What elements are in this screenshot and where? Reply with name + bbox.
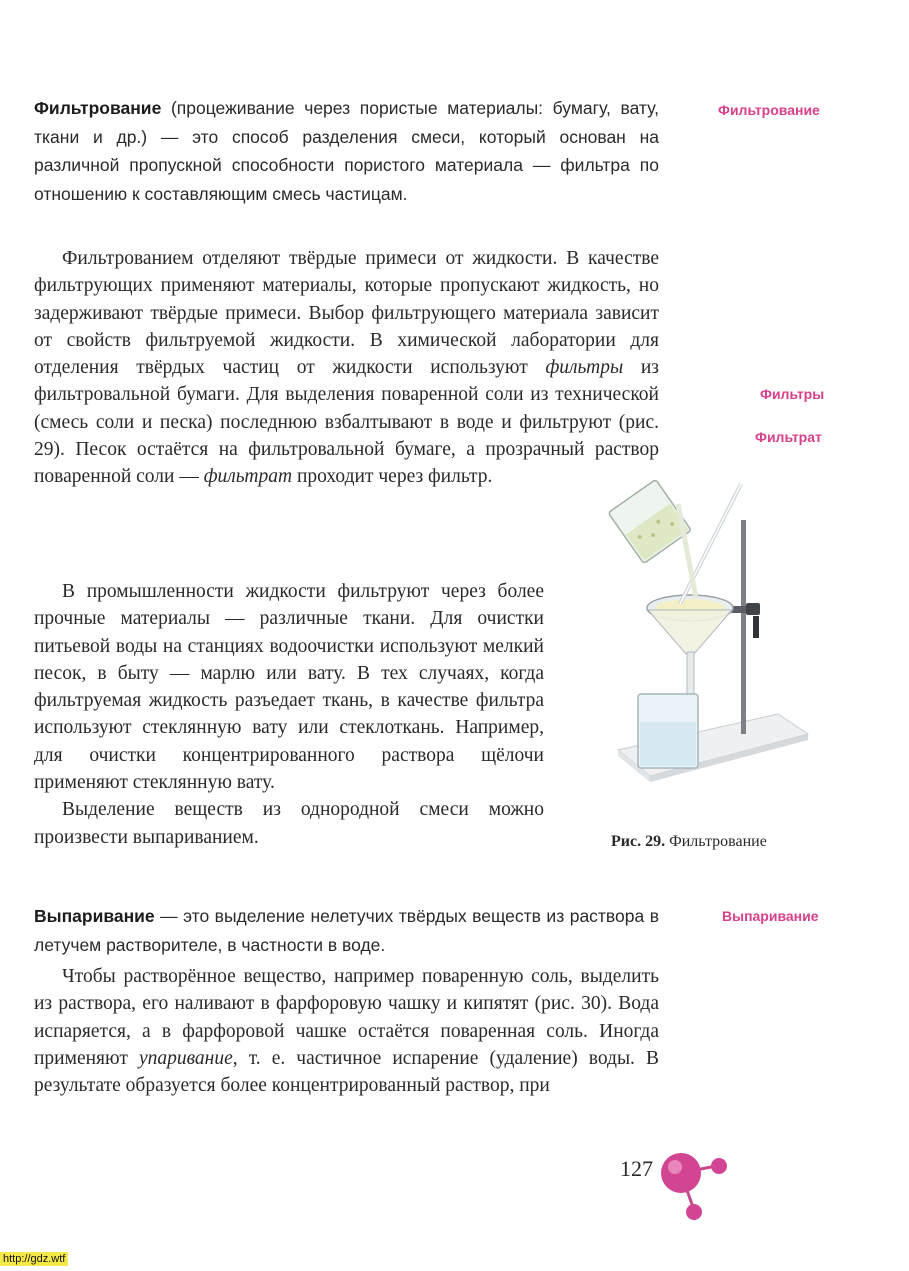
paragraph-1-text-c: проходит через фильтр. (296, 466, 493, 488)
figure-label: Рис. 29. (611, 833, 666, 850)
molecule-decoration-icon (656, 1148, 731, 1224)
margin-term-filtration: Фильтрование (718, 102, 820, 118)
paragraph-2: В промышленности жидкости фильтруют через более прочные материалы — различные ткани. Для очистки питьевой воды на станциях водоочистки используют мелкий песок, в быту — марлю или вату. В тех случаях, когда фильтруемая жидкость разъедает ткань, в качестве фильтра используют стеклянную вату или стеклоткань. Например, для очистки концентрированного раствора щёлочи применяют стеклянную вату. (34, 581, 544, 794)
filtration-apparatus-illustration (608, 476, 823, 802)
term-boiling-down-italic: упаривание (138, 1047, 233, 1069)
source-link[interactable]: http://gdz.wtf (0, 1252, 68, 1266)
paragraph-3: Выделение веществ из однородной смеси можно произвести выпариванием. (34, 799, 544, 848)
paragraph-1-text-b: из фильтровальной бумаги. Для выделения поваренной соли из технической (смесь соли и песка) последнюю взбалтывают в воде и фильтруют (рис. 29). Песок остаётся на фильтровальной бумаге, а прозрачный раствор поваренной соли — (34, 357, 660, 488)
term-evaporation: Выпаривание (34, 906, 155, 926)
paragraph-filtration-wide (34, 245, 659, 491)
margin-term-filters: Фильтры (760, 386, 825, 402)
definition-evaporation (34, 902, 659, 959)
figure-caption-text: Фильтрование (669, 833, 767, 850)
margin-term-evaporation: Выпаривание (722, 908, 819, 924)
definition-filtration-text: (процеживание через пористые материалы: бумагу, вату, ткани и др.) — это способ разделения смеси, который основан на различной пропускной способности пористого материала — фильтра по отношению к составляющим смесь частицам. (34, 98, 659, 204)
margin-term-filtrate: Фильтрат (755, 429, 822, 445)
term-filtrate-italic: фильтрат (203, 466, 293, 488)
term-filters-italic: фильтры (545, 357, 624, 379)
definition-evaporation-text: — это выделение нелетучих твёрдых веществ из раствора в летучем растворителе, в частности в воде. (34, 906, 660, 955)
figure-caption (611, 833, 767, 851)
paragraph-1 (34, 245, 659, 491)
paragraph-1-text-a: Фильтрованием отделяют твёрдые примеси от жидкости. В качестве фильтрующих применяют материалы, которые пропускают жидкость, но задерживают твёрдые примеси. Выбор фильтрующего материала зависит от свойств фильтруемой жидкости. В химической лаборатории для отделения твёрдых частиц от жидкости используют (34, 248, 659, 379)
paragraph-4 (34, 963, 659, 1099)
term-filtration: Фильтрование (34, 98, 162, 118)
paragraph-evaporation (34, 963, 659, 1099)
paragraph-4-text-a: Чтобы растворённое вещество, например поваренную соль, выделить из раствора, его наливают в фарфоровую чашку и кипятят (рис. 30). Вода испаряется, а в фарфоровой чашке остаётся поваренная соль. Иногда применяют (34, 966, 659, 1069)
paragraph-4-text-b: , т. е. частичное испарение (удаление) воды. В результате образуется более концентрированный раствор, при (34, 1047, 660, 1097)
definition-filtration (34, 94, 659, 208)
page-number: 127 (620, 1156, 653, 1181)
narrow-column (34, 578, 544, 851)
